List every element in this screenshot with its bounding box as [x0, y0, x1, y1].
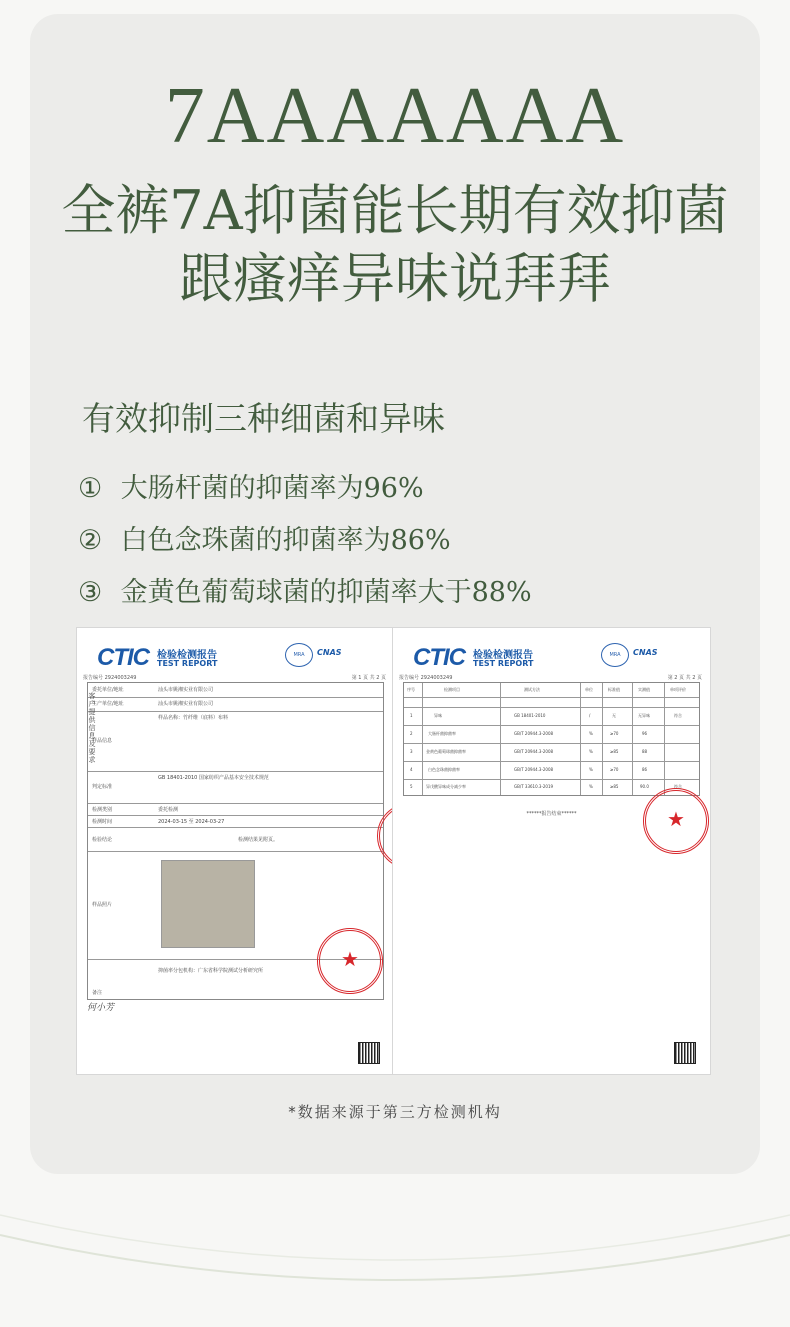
fabric-sample-photo — [161, 860, 255, 948]
report-number: 报告编号 2924003249 — [399, 675, 453, 681]
headline-line-1: 全裤7A抑菌能长期有效抑菌 — [61, 179, 729, 242]
ilac-mra-icon: MRA — [601, 643, 629, 667]
headline-line-2: 跟瘙痒异味说拜拜 — [179, 247, 611, 310]
result-text: 金黄色葡萄球菌的抑菌率大于88% — [120, 577, 532, 608]
cnas-logo: CNAS — [633, 648, 658, 657]
report-title-en: TEST REPORT — [473, 659, 534, 668]
test-report-page-1 — [76, 627, 395, 1075]
result-text: 白色念珠菌的抑菌率为86% — [120, 525, 451, 556]
result-number: ① — [78, 473, 103, 504]
ctic-logo: CTIC — [97, 644, 149, 671]
side-label: 客户提供信息及要求 — [88, 692, 96, 764]
form-row: 检测类别 委托检测 — [88, 803, 383, 816]
result-item — [78, 518, 451, 557]
result-number: ③ — [78, 577, 103, 608]
form-row: 检验结论 检测结果见附页。 — [88, 827, 383, 852]
result-text: 大肠杆菌的抑菌率为96% — [120, 473, 424, 504]
form-row: 检测时间 2024-03-15 至 2024-03-27 — [88, 815, 383, 828]
page-number: 第 2 页 共 2 页 — [667, 675, 702, 681]
red-stamp-icon: ★ — [317, 928, 383, 994]
result-item — [78, 466, 424, 505]
subheading: 有效抑制三种细菌和异味 — [82, 399, 445, 438]
test-report-page-2 — [392, 627, 711, 1075]
results-table: 序号 检测项目 测试方法 单位 标准值 实测值 单项评价 1 异味 GB 18401-2010 / 无 无异味 符合 2 大肠杆菌抑菌率 GB/T 20944.3-2008 % ≥70 96 3 金黄色葡萄球菌抑菌率 GB/T 20944.3-2008 % ≥85 88 4 白色念珠菌抑菌率 GB/T 20944.3-2008 % ≥70 86 5 异戊酸异味成分减少率 GB/T 33610.3-2019 % ≥85 90.0 符合 — [403, 682, 700, 796]
page-number: 第 1 页 共 2 页 — [351, 675, 386, 681]
report-title-en: TEST REPORT — [157, 659, 218, 668]
report-title-cn: 检验检测报告 — [157, 650, 217, 661]
report-number: 报告编号 2924003249 — [83, 675, 137, 681]
form-row: 委托单位/地址 汕头市姚湘实业有限公司 — [88, 683, 383, 698]
form-row: 样品信息 样品名称：竹纤维（底料）布料 — [88, 711, 383, 772]
form-row: 判定标准 GB 18401-2010 国家纺织产品基本安全技术规范 — [88, 771, 383, 804]
report-end-note: ******报告结束****** — [526, 811, 577, 817]
signature: 何小芳 — [87, 1003, 115, 1013]
result-item — [78, 570, 532, 609]
qr-code-icon — [674, 1042, 696, 1064]
form-row: 备注 抑菌率分包机构：广东省科学院测试分析研究所 — [92, 968, 264, 996]
form-row: 样品照片 — [88, 851, 383, 960]
qr-code-icon — [358, 1042, 380, 1064]
ctic-logo: CTIC — [413, 644, 465, 671]
red-stamp-icon: ★ — [643, 788, 709, 854]
data-source-note: *数据来源于第三方检测机构 — [288, 1103, 502, 1121]
report-title-cn: 检验检测报告 — [473, 650, 533, 661]
decorative-wave — [0, 1175, 790, 1327]
ilac-mra-icon: MRA — [285, 643, 313, 667]
grade-code: 7AAAAAAA — [164, 72, 626, 160]
result-number: ② — [78, 525, 103, 556]
form-row: 生产单位/地址 汕头市姚湘实业有限公司 — [88, 697, 383, 712]
cnas-logo: CNAS — [317, 648, 342, 657]
